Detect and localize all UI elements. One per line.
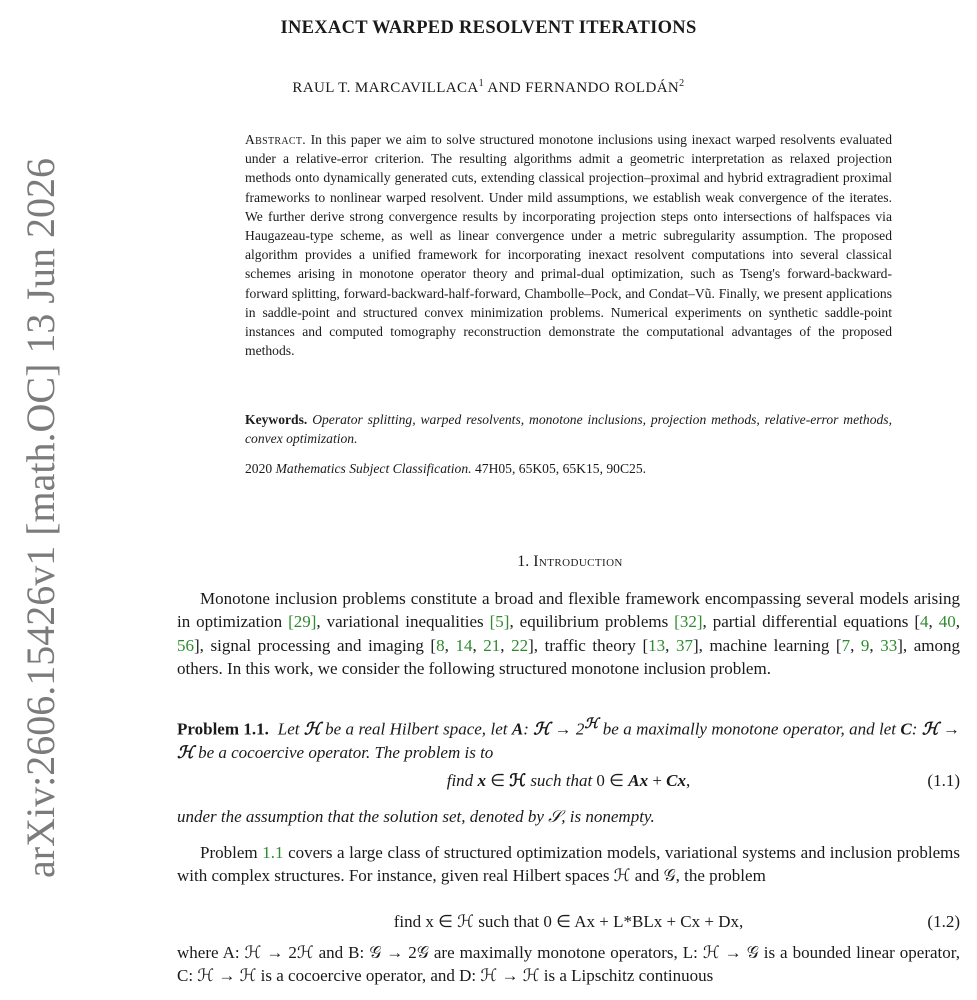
citation-link[interactable]: 22 [511, 635, 529, 655]
author-connector: AND [487, 80, 522, 96]
keywords-label: Keywords. [245, 412, 308, 427]
problem-label: Problem 1.1. [177, 719, 269, 739]
text-run: Let [277, 719, 304, 739]
author-line [0, 78, 977, 97]
keywords [245, 410, 892, 448]
msc-year: 2020 [245, 461, 273, 476]
citation-link[interactable]: [29] [288, 612, 317, 632]
arxiv-identifier-text: arXiv:2606.15426v1 [math.OC] 13 Jun 2026 [18, 158, 63, 878]
text-run: Problem [200, 843, 263, 862]
affiliation-marker: 1 [478, 78, 485, 89]
paragraph: where A: ℋ → 2ℋ and B: 𝒢 → 2𝒢 are maximally monotone operators, L: ℋ → 𝒢 is a bounded linear operator, C: ℋ → ℋ is a cocoercive operator, and D: ℋ → ℋ is a Lipschitz continuous [177, 943, 960, 986]
arxiv-identifier-stamp [8, 150, 68, 880]
problem-statement: Problem 1.1. Let ℋ be a real Hilbert space, let A: ℋ → $2^ℋ$ be a maximally monotone operator, and let C: ℋ → ℋ be a cocoercive operator. The problem is to [177, 716, 961, 762]
author-name: FERNANDO ROLDÁN [525, 80, 680, 96]
citation-link[interactable]: 33 [880, 635, 898, 655]
text-run: Monotone inclusion problems constitute a broad and flexible framework encompassing several models arising in optimization [177, 589, 960, 632]
msc-codes: 47H05, 65K05, 65K15, 90C25. [474, 461, 647, 476]
msc-label: Mathematics Subject Classification. [275, 461, 472, 476]
section-number: 1. [517, 553, 530, 570]
equation-number: (1.2) [927, 912, 960, 931]
problem-assumption: under the assumption that the solution set, denoted by 𝒮, is nonempty. [177, 807, 655, 826]
citation-link[interactable]: 21 [483, 635, 501, 655]
text-run: , equilibrium problems [509, 612, 675, 632]
citation-link[interactable]: [32] [674, 612, 703, 632]
intro-paragraph: Monotone inclusion problems constitute a broad and flexible framework encompassing several models arising in optimization [29], variational inequalities [5], equilibrium problems [32], partial differential equations [4, 40, 56], signal processing and imaging [8, 14, 21, 22], traffic theory [13, 37], machine learning [7, 9, 33], among others. In this work, we consider the following structured monotone inclusion problem. [177, 589, 961, 678]
text-run: be a cocoercive operator. The problem is to [193, 742, 494, 762]
equation-expression: find x ∈ ℋ such that 0 ∈ Ax + Cx, [446, 771, 691, 790]
section-heading [0, 553, 977, 571]
abstract-text: In this paper we aim to solve structured monotone inclusions using inexact warped resolvents evaluated under a relative-error criterion. The resulting algorithms admit a geometric interpretation as relaxed projection methods onto dynamically generated cuts, extending classical projection–proximal and hybrid extragradient proximal frameworks to nonlinear warped resolvent. Under mild assumptions, we establish weak convergence of the iterates. We further derive strong convergence results by incorporating projection steps onto intersections of halfspaces via Haugazeau-type scheme, as well as linear convergence under a metric subregularity assumption. The proposed algorithm provides a unified framework for incorporating inexact resolvent computations into several classical schemes arising in monotone operator theory and primal-dual optimization, such as Tseng's forward-backward-forward splitting, forward-backward-half-forward, Chambolle–Pock, and Condat–Vũ. Finally, we present applications in saddle-point and structured convex minimization problems. Numerical experiments on synthetic saddle-point instances and computed tomography reconstruction demonstrate the computational advantages of the proposed methods. [245, 132, 893, 359]
text-run: , variational inequalities [316, 612, 490, 632]
citation-link[interactable]: 9 [860, 635, 870, 655]
citation-link[interactable]: 13 [648, 635, 666, 655]
citation-link[interactable]: 37 [675, 635, 693, 655]
citation-link[interactable]: [5] [489, 612, 510, 632]
citation-link[interactable]: 8 [436, 635, 445, 655]
citation-link[interactable]: 40 [938, 612, 956, 632]
citation-link[interactable]: 14 [455, 635, 473, 655]
text-run: ], machine learning [ [692, 635, 842, 655]
msc-classification [245, 461, 892, 477]
keywords-text: Operator splitting, warped resolvents, monotone inclusions, projection methods, relative-error methods, convex optimization. [245, 412, 892, 447]
text-run: ], signal processing and imaging [ [194, 635, 437, 655]
citation-link[interactable]: 7 [841, 635, 851, 655]
abstract [245, 130, 892, 360]
paragraph [177, 841, 960, 888]
paper-title: INEXACT WARPED RESOLVENT ITERATIONS [280, 18, 697, 38]
problem-reference-link[interactable]: 1.1 [262, 843, 284, 862]
text-run: ], traffic theory [ [528, 635, 649, 655]
author-name: RAUL T. MARCAVILLACA [292, 80, 479, 96]
text-run: be a maximally monotone operator, and let [598, 719, 901, 739]
text-run: covers a large class of structured optimization models, variational systems and inclusion problems with complex structures. For instance, given real Hilbert spaces ℋ and 𝒢, the problem [177, 843, 960, 886]
text-run: ], among others. In this work, we consider the following structured monotone inclusion problem. [177, 635, 961, 678]
section-title: Introduction [533, 553, 623, 570]
text-run: be a real Hilbert space, let [320, 719, 512, 739]
equation-number: (1.1) [927, 771, 960, 790]
abstract-label: Abstract. [245, 132, 306, 147]
citation-link[interactable]: 56 [177, 635, 194, 655]
affiliation-marker: 2 [679, 78, 685, 89]
equation-expression: find x ∈ ℋ such that 0 ∈ Ax + L*BLx + Cx + Dx, [393, 912, 744, 931]
citation-link[interactable]: 4 [920, 612, 929, 632]
text-run: , partial differential equations [ [702, 612, 921, 632]
